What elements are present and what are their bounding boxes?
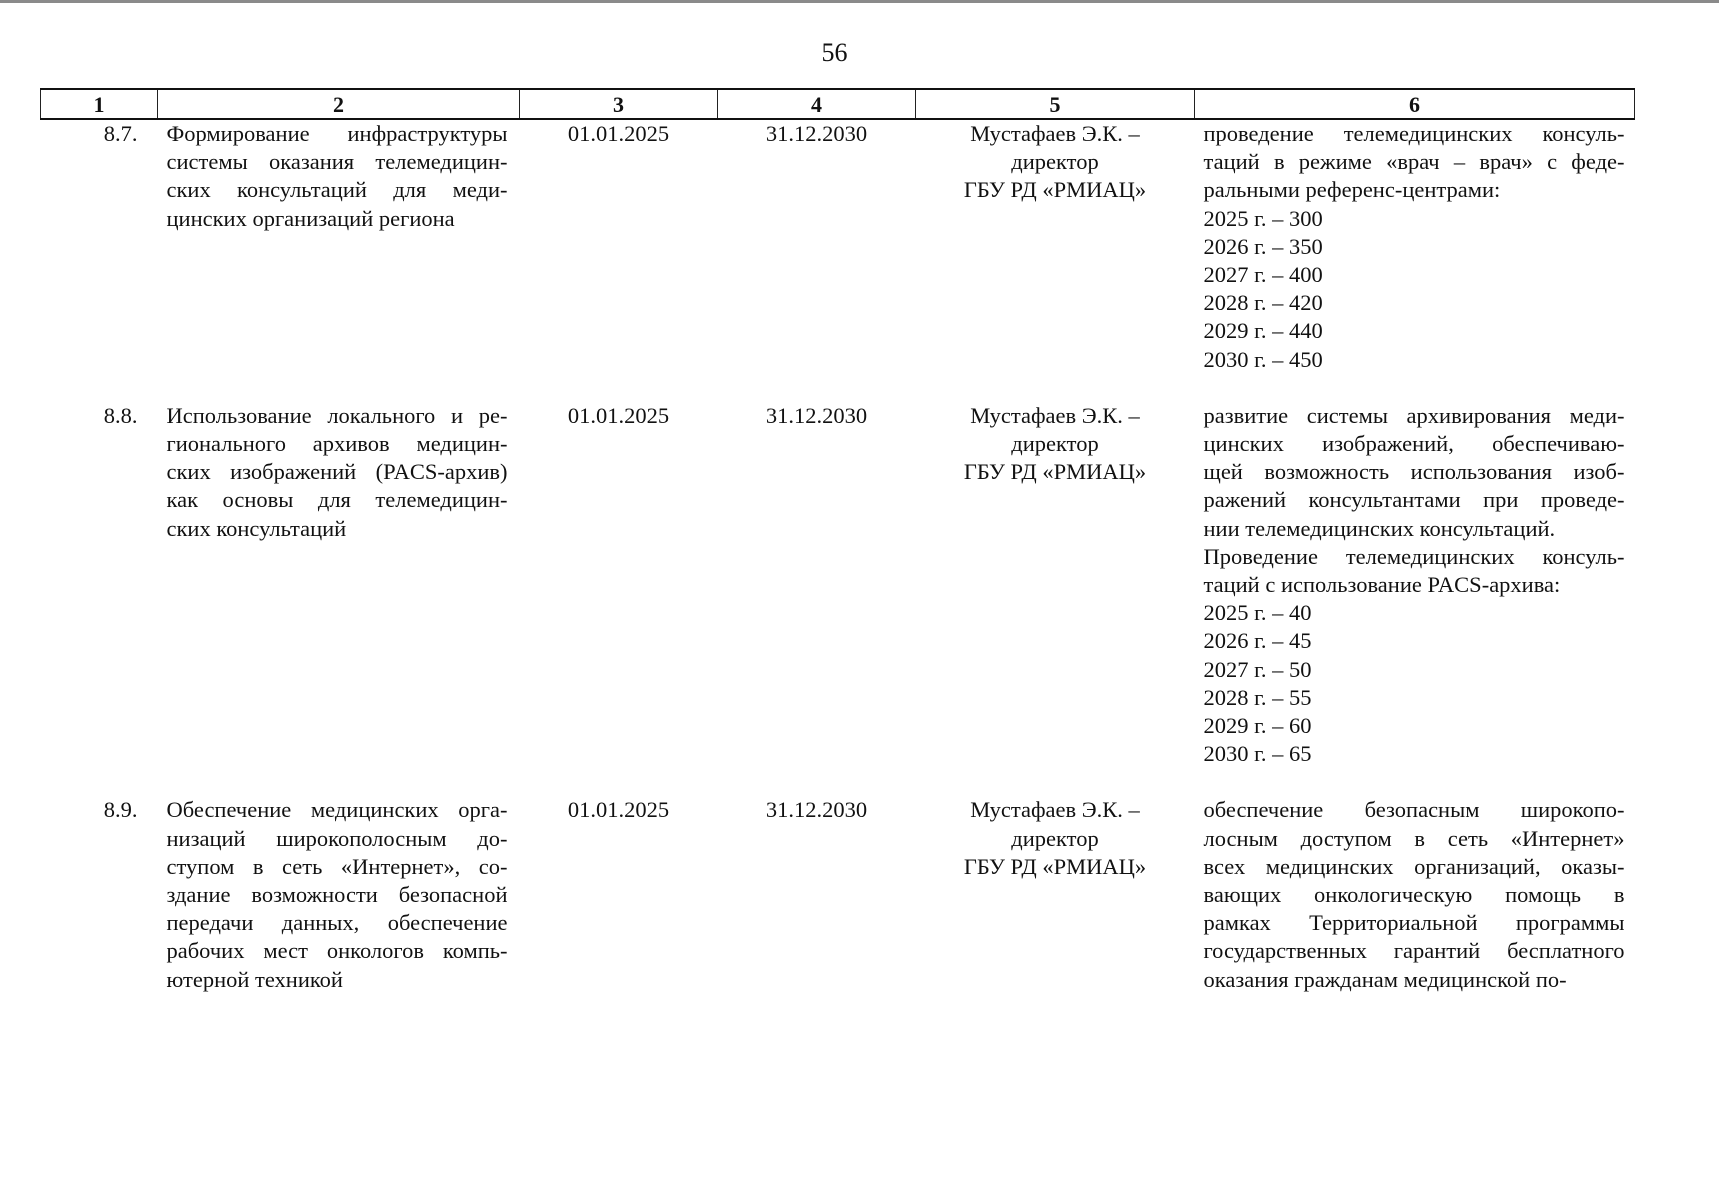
activity-name-line: ских консультаций для меди- — [166, 177, 508, 203]
responsible-person-line: директор — [1011, 825, 1099, 851]
expected-result-line: 2025 г. – 40 — [1203, 600, 1312, 626]
expected-result-line: рамках Территориальной программы — [1203, 910, 1625, 936]
expected-result-line: 2029 г. – 60 — [1203, 713, 1312, 739]
expected-result-line: ральными референс-центрами: — [1203, 177, 1501, 203]
expected-result — [1195, 374, 1635, 769]
column-header-4: 4 — [718, 89, 916, 119]
end-date: 31.12.2030 — [765, 402, 868, 428]
start-date: 01.01.2025 — [567, 797, 670, 823]
page-number: 56 — [821, 38, 848, 67]
activity-name-line: Формирование инфраструктуры — [166, 121, 508, 146]
activity-name — [158, 768, 520, 993]
table-row — [41, 768, 1635, 993]
expected-result-line: щей возможность использования изоб- — [1203, 459, 1625, 485]
activity-name-line: гионального архивов медицин- — [166, 431, 508, 457]
activity-name-line: цинских организаций региона — [166, 205, 455, 231]
expected-result-line: 2027 г. – 400 — [1203, 262, 1323, 288]
activity-name-line: системы оказания телемедицин- — [166, 149, 508, 175]
responsible-person-line: директор — [1011, 149, 1099, 175]
end-date: 31.12.2030 — [765, 121, 868, 146]
responsible-person-line: директор — [1011, 431, 1099, 457]
expected-result-line: 2025 г. – 300 — [1203, 205, 1323, 231]
expected-result-line: 2030 г. – 450 — [1203, 346, 1323, 372]
expected-result-line: 2026 г. – 45 — [1203, 628, 1312, 654]
expected-result-line: 2029 г. – 440 — [1203, 318, 1323, 344]
expected-result-line: ражений консультантами при проведе- — [1203, 487, 1625, 513]
column-header-3: 3 — [520, 89, 718, 119]
table-header-row — [41, 89, 1635, 119]
expected-result-line: всех медицинских организаций, оказы- — [1203, 853, 1625, 879]
activity-name-line: ских консультаций — [166, 515, 347, 541]
expected-result-line: нии телемедицинских консультаций. — [1203, 515, 1556, 541]
column-header-5: 5 — [916, 89, 1195, 119]
expected-result-line: таций в режиме «врач – врач» с феде- — [1203, 149, 1625, 175]
responsible-person-line: Мустафаев Э.К. – — [970, 402, 1140, 428]
expected-result-line: оказания гражданам медицинской по- — [1203, 966, 1567, 992]
activity-name-line: рабочих мест онкологов компь- — [166, 938, 508, 964]
responsible-person — [916, 119, 1195, 374]
row-number: 8.8. — [103, 402, 138, 428]
expected-result-line: 2028 г. – 420 — [1203, 290, 1323, 316]
expected-result-line: цинских изображений, обеспечиваю- — [1203, 431, 1625, 457]
responsible-person-line: Мустафаев Э.К. – — [970, 797, 1140, 823]
end-date: 31.12.2030 — [765, 797, 868, 823]
activity-name-line: передачи данных, обеспечение — [166, 910, 508, 936]
expected-result-line: 2027 г. – 50 — [1203, 656, 1312, 682]
activity-name-line: низаций широкополосным до- — [166, 825, 508, 851]
activity-name-line: ских изображений (PACS-архив) — [166, 459, 508, 485]
responsible-person — [916, 374, 1195, 769]
responsible-person-line: ГБУ РД «РМИАЦ» — [963, 853, 1147, 879]
expected-result — [1195, 119, 1635, 374]
responsible-person — [916, 768, 1195, 993]
expected-result — [1195, 768, 1635, 993]
responsible-person-line: ГБУ РД «РМИАЦ» — [963, 177, 1147, 203]
column-header-6: 6 — [1195, 89, 1635, 119]
activity-name-line: здание возможности безопасной — [166, 882, 508, 908]
expected-result-line: проведение телемедицинских консуль- — [1203, 121, 1625, 146]
expected-result-line: государственных гарантий бесплатного — [1203, 938, 1625, 964]
expected-result-line: таций с использование PACS-архива: — [1203, 572, 1561, 598]
column-header-1: 1 — [41, 89, 158, 119]
activity-name-line: ютерной техникой — [166, 966, 343, 992]
expected-result-line: Проведение телемедицинских консуль- — [1203, 543, 1625, 569]
expected-result-line: лосным доступом в сеть «Интернет» — [1203, 825, 1625, 851]
table-row — [41, 119, 1635, 374]
expected-result-line: 2030 г. – 65 — [1203, 741, 1312, 767]
activity-name-line: как основы для телемедицин- — [166, 487, 508, 513]
row-number: 8.7. — [103, 121, 138, 146]
responsible-person-line: ГБУ РД «РМИАЦ» — [963, 459, 1147, 485]
expected-result-line: 2026 г. – 350 — [1203, 233, 1323, 259]
activity-name — [158, 119, 520, 374]
column-header-2: 2 — [158, 89, 520, 119]
table-row — [41, 374, 1635, 769]
start-date: 01.01.2025 — [567, 121, 670, 146]
start-date: 01.01.2025 — [567, 402, 670, 428]
expected-result-line: вающих онкологическую помощь в — [1203, 882, 1625, 908]
scan-top-edge — [0, 0, 1719, 3]
row-number: 8.9. — [103, 797, 138, 823]
expected-result-line: 2028 г. – 55 — [1203, 684, 1312, 710]
activity-name-line: Использование локального и ре- — [166, 402, 508, 428]
activity-name-line: ступом в сеть «Интернет», со- — [166, 853, 508, 879]
activity-name-line: Обеспечение медицинских орга- — [166, 797, 508, 823]
expected-result-line: обеспечение безопасным широкопо- — [1203, 797, 1625, 823]
activity-name — [158, 374, 520, 769]
responsible-person-line: Мустафаев Э.К. – — [970, 121, 1140, 146]
plan-table — [40, 88, 1635, 994]
expected-result-line: развитие системы архивирования меди- — [1203, 402, 1625, 428]
